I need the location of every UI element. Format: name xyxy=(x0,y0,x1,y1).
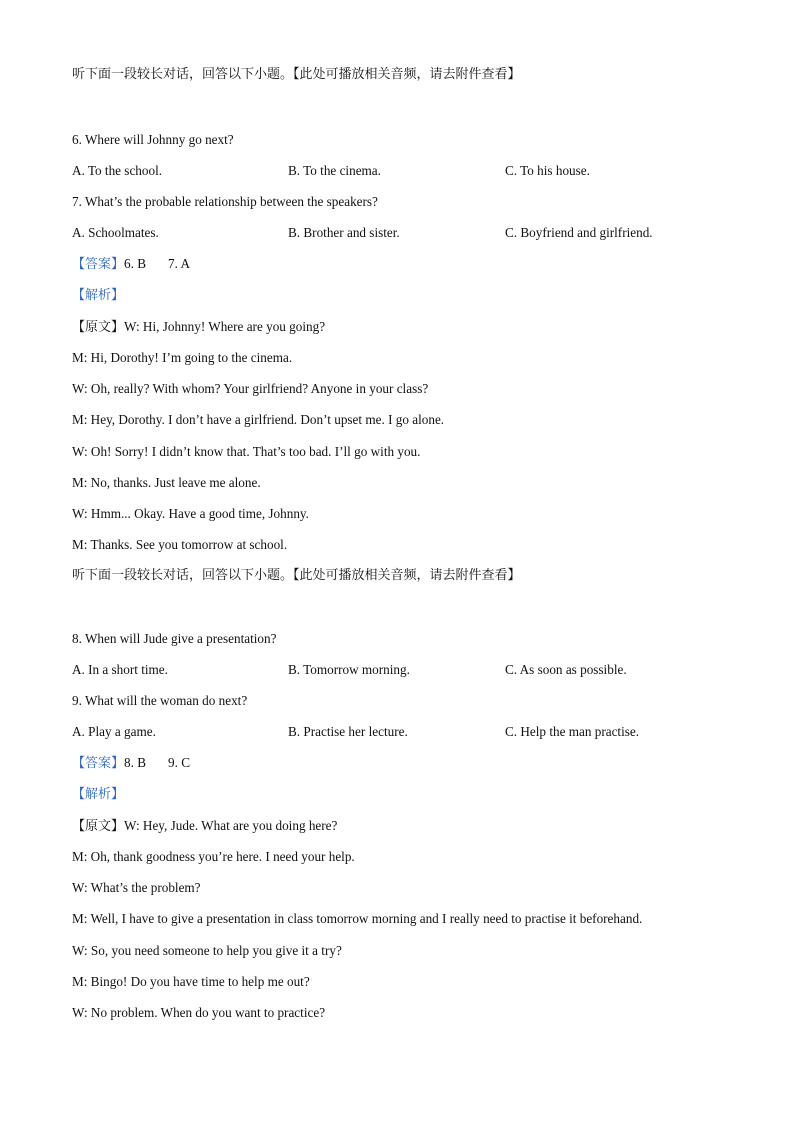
dialogue-line xyxy=(72,318,325,337)
dialogue-text: W: Hi, Johnny! Where are you going? xyxy=(124,319,326,334)
dialogue-line: M: Well, I have to give a presentation in class tomorrow morning and I really need to practise it beforehand. xyxy=(72,911,643,926)
dialogue-line: M: Hey, Dorothy. I don’t have a girlfriend. Don’t upset me. I go alone. xyxy=(72,412,445,427)
option-a: A. In a short time. xyxy=(72,662,168,677)
option-c: C. Boyfriend and girlfriend. xyxy=(505,225,653,240)
answer-line xyxy=(72,255,190,274)
original-tag: 【原文】 xyxy=(72,320,125,335)
dialogue-line: W: Hmm... Okay. Have a good time, Johnny. xyxy=(72,506,309,521)
option-a: A. To the school. xyxy=(72,163,163,178)
dialogue-line: M: No, thanks. Just leave me alone. xyxy=(72,475,261,490)
dialogue-line: M: Oh, thank goodness you’re here. I need your help. xyxy=(72,849,355,864)
option-a: A. Schoolmates. xyxy=(72,225,159,240)
option-a: A. Play a game. xyxy=(72,724,156,739)
answer-value: 8. B xyxy=(124,755,146,770)
dialogue-line: M: Hi, Dorothy! I’m going to the cinema. xyxy=(72,350,293,365)
section-intro: 听下面一段较长对话，回答以下小题。【此处可播放相关音频，请去附件查看】 xyxy=(72,568,521,583)
dialogue-line xyxy=(72,817,337,836)
answer-tag: 【答案】 xyxy=(72,756,125,771)
analysis-tag: 【解析】 xyxy=(72,787,125,802)
answer-value: 9. C xyxy=(168,755,190,770)
option-b: B. Brother and sister. xyxy=(288,225,400,240)
dialogue-line: M: Thanks. See you tomorrow at school. xyxy=(72,537,288,552)
dialogue-text: W: Hey, Jude. What are you doing here? xyxy=(124,818,338,833)
dialogue-line: W: So, you need someone to help you give it a try? xyxy=(72,943,342,958)
option-c: C. As soon as possible. xyxy=(505,662,627,677)
analysis-line xyxy=(72,286,124,305)
dialogue-line: W: No problem. When do you want to practice? xyxy=(72,1005,326,1020)
section-intro: 听下面一段较长对话，回答以下小题。【此处可播放相关音频，请去附件查看】 xyxy=(72,67,521,82)
answer-value: 6. B xyxy=(124,256,146,271)
option-c: C. Help the man practise. xyxy=(505,724,640,739)
question-stem: 9. What will the woman do next? xyxy=(72,693,248,708)
original-tag: 【原文】 xyxy=(72,819,125,834)
analysis-tag: 【解析】 xyxy=(72,288,125,303)
answer-tag: 【答案】 xyxy=(72,257,125,272)
option-b: B. Practise her lecture. xyxy=(288,724,408,739)
analysis-line xyxy=(72,785,124,804)
answer-line xyxy=(72,754,190,773)
question-stem: 8. When will Jude give a presentation? xyxy=(72,631,277,646)
option-b: B. Tomorrow morning. xyxy=(288,662,410,677)
dialogue-line: W: Oh, really? With whom? Your girlfriend? Anyone in your class? xyxy=(72,381,429,396)
question-stem: 6. Where will Johnny go next? xyxy=(72,132,234,147)
question-stem: 7. What’s the probable relationship between the speakers? xyxy=(72,194,378,209)
answer-value: 7. A xyxy=(168,256,190,271)
dialogue-line: W: What’s the problem? xyxy=(72,880,201,895)
option-b: B. To the cinema. xyxy=(288,163,381,178)
dialogue-line: W: Oh! Sorry! I didn’t know that. That’s too bad. I’ll go with you. xyxy=(72,444,421,459)
dialogue-line: M: Bingo! Do you have time to help me out? xyxy=(72,974,310,989)
option-c: C. To his house. xyxy=(505,163,590,178)
